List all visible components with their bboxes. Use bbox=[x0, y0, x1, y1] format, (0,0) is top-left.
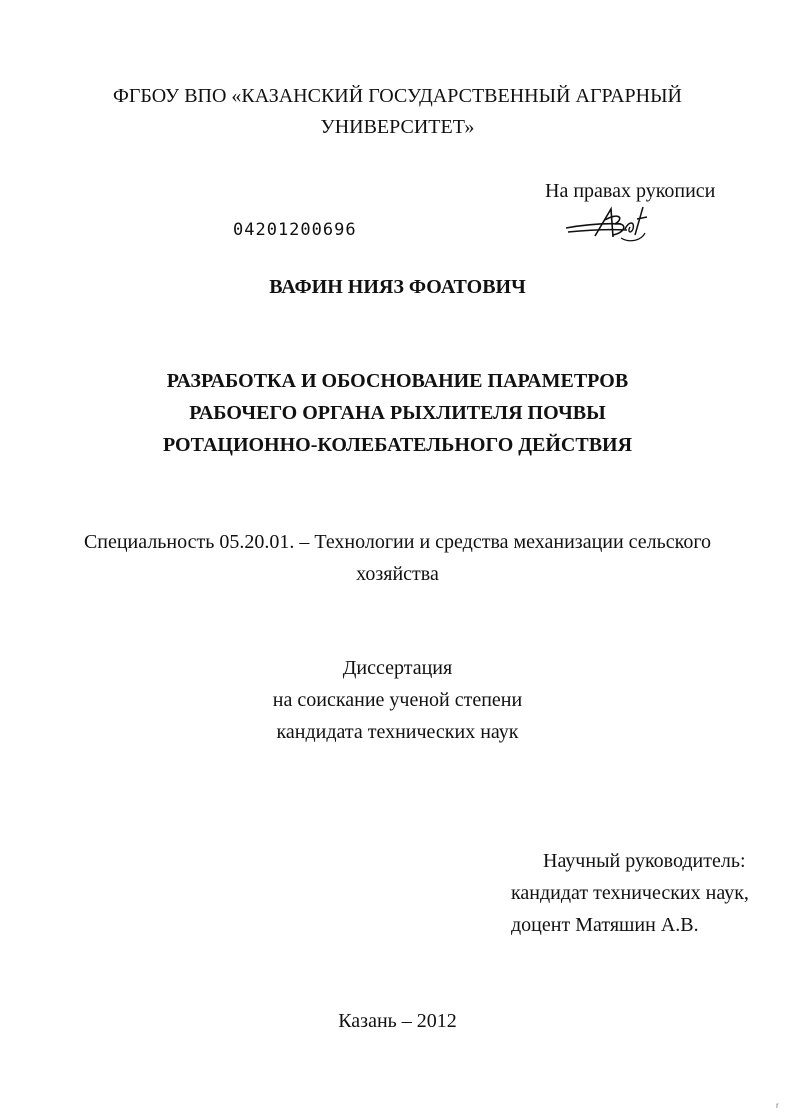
dissertation-title-line-1: РАЗРАБОТКА И ОБОСНОВАНИЕ ПАРАМЕТРОВ bbox=[166, 370, 629, 392]
organization-line-2: УНИВЕРСИТЕТ» bbox=[320, 116, 475, 138]
supervisor-degree: кандидат технических наук, bbox=[511, 882, 749, 904]
specialty-line-1: Специальность 05.20.01. – Технологии и средства механизации сельского bbox=[83, 531, 712, 553]
degree-line-2: на соискание ученой степени bbox=[272, 689, 523, 711]
manuscript-note: На правах рукописи bbox=[545, 180, 716, 202]
handwritten-signature-icon bbox=[563, 203, 653, 248]
city-year: Казань – 2012 bbox=[338, 1010, 457, 1032]
dissertation-title-line-3: РОТАЦИОННО-КОЛЕБАТЕЛЬНОГО ДЕЙСТВИЯ bbox=[162, 434, 633, 456]
registration-number: 04201200696 bbox=[233, 220, 357, 240]
degree-line-1: Диссертация bbox=[342, 657, 453, 679]
author-name: ВАФИН НИЯЗ ФОАТОВИЧ bbox=[269, 276, 526, 298]
specialty-line-2: хозяйства bbox=[356, 563, 439, 585]
supervisor-heading: Научный руководитель: bbox=[543, 850, 746, 872]
organization-line-1: ФГБОУ ВПО «КАЗАНСКИЙ ГОСУДАРСТВЕННЫЙ АГРАРНЫЙ bbox=[113, 85, 682, 107]
supervisor-name: доцент Матяшин А.В. bbox=[511, 914, 699, 936]
degree-line-3: кандидата технических наук bbox=[276, 721, 519, 743]
dissertation-title-line-2: РАБОЧЕГО ОРГАНА РЫХЛИТЕЛЯ ПОЧВЫ bbox=[189, 402, 606, 424]
scan-edge-mark: r bbox=[776, 1101, 779, 1110]
